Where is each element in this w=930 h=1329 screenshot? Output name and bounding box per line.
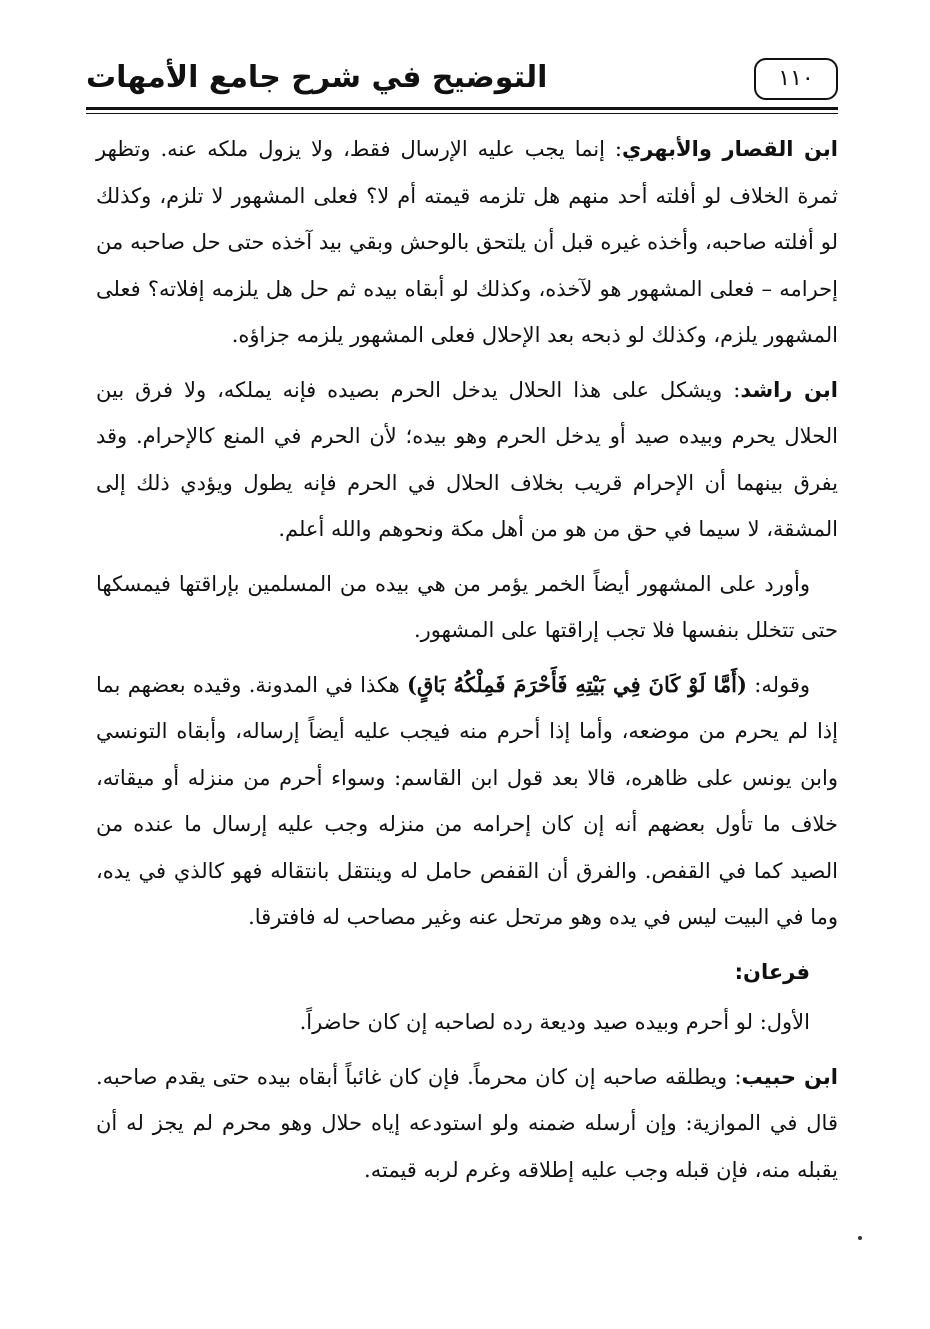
paragraph-lead: وقوله: [746,672,811,697]
quoted-text: (أَمَّا لَوْ كَانَ فِي بَيْتِهِ فَأَحْرَمَ فَمِلْكُهُ بَاقٍ) [407,671,747,697]
paragraph-text: هكذا في المدونة. وقيده بعضهم بما إذا لم يحرم من موضعه، وأما إذا أحرم منه فيجب عليه أيضاً إرساله، وأبقاه التونسي وابن يونس على ظاهره، قالا بعد قول ابن القاسم: وسواء أحرم من منزله أو ميقاته، خلاف ما تأول بعضهم أنه إن كان إحرامه من منزله وجب عليه إرسال ما عنده من الصيد كما في القفص. والفرق أن القفص حامل له وينتقل بانتقاله فهو كالذي في يده، وما في البيت ليس في يده وهو مرتحل عنه وغير مصاحب له فافترقا. [96,672,838,929]
paragraph-ibn-habib [96,1054,838,1194]
page-body [96,126,838,1201]
paragraph-text: : ويطلقه صاحبه إن كان محرماً. فإن كان غائباً أبقاه بيده حتى يقدم صاحبه. قال في الموازية: وإن أرسله ضمنه ولو استودعه إياه حلال وهو محرم لم يجز له أن يقبله منه، فإن قبله وجب عليه إطلاقه وغرم لربه قيمته. [96,1064,838,1182]
paragraph-first-branch [96,999,838,1046]
scholar-name: ابن القصار والأبهري [621,137,838,161]
margin-dot [858,1236,862,1240]
paragraph-commentary [96,662,838,941]
running-header [86,46,838,106]
paragraph-ibn-alqassar [96,126,838,359]
paragraph-wine-objection [96,561,838,654]
paragraph-text: الأول: لو أحرم وبيده صيد وديعة رده لصاحبه إن كان حاضراً. [299,1010,810,1034]
paragraph-text: : إنما يجب عليه الإرسال فقط، ولا يزول ملكه عنه. وتظهر ثمرة الخلاف لو أفلته أحد منهم هل تلزمه قيمته أم لا؟ فعلى المشهور لا تلزم، وكذلك لو أفلته صاحبه، وأخذه غيره قبل أن يلتحق بالوحش وبقي بيد آخذه حتى حل صاحبه من إحرامه – فعلى المشهور هو لآخذه، وكذلك لو أبقاه بيده ثم حل هل يلزمه إفلاته؟ فعلى المشهور يلزم، وكذلك لو ذبحه بعد الإحلال فعلى المشهور يلزمه جزاؤه. [96,137,838,347]
scholar-name: ابن حبيب [741,1064,839,1089]
paragraph-ibn-rashid [96,367,838,553]
section-heading: فرعان: [734,959,810,984]
paragraph-text: : ويشكل على هذا الحلال يدخل الحرم بصيده فإنه يملكه، ولا فرق بين الحلال يحرم وبيده صيد أو يدخل الحرم وهو بيده؛ لأن الحرم في المنع كالإحرام. وقد يفرق بينهما أن الإحرام قريب بخلاف الحلال في الحرم فإنه يطول ويؤدي ذلك إلى المشقة، لا سيما في حق من هو من أهل مكة ونحوهم والله أعلم. [96,377,838,541]
page-number: ١١٠ [754,58,838,100]
scholar-name: ابن راشد [740,377,838,402]
paragraph-text: وأورد على المشهور أيضاً الخمر يؤمر من هي بيده من المسلمين بإراقتها فيمسكها حتى تتخلل بنفسها فلا تجب إراقتها على المشهور. [96,571,838,642]
book-title: التوضيح في شرح جامع الأمهات [86,60,548,95]
header-rule [86,107,838,110]
header-rule-thin [86,113,838,114]
